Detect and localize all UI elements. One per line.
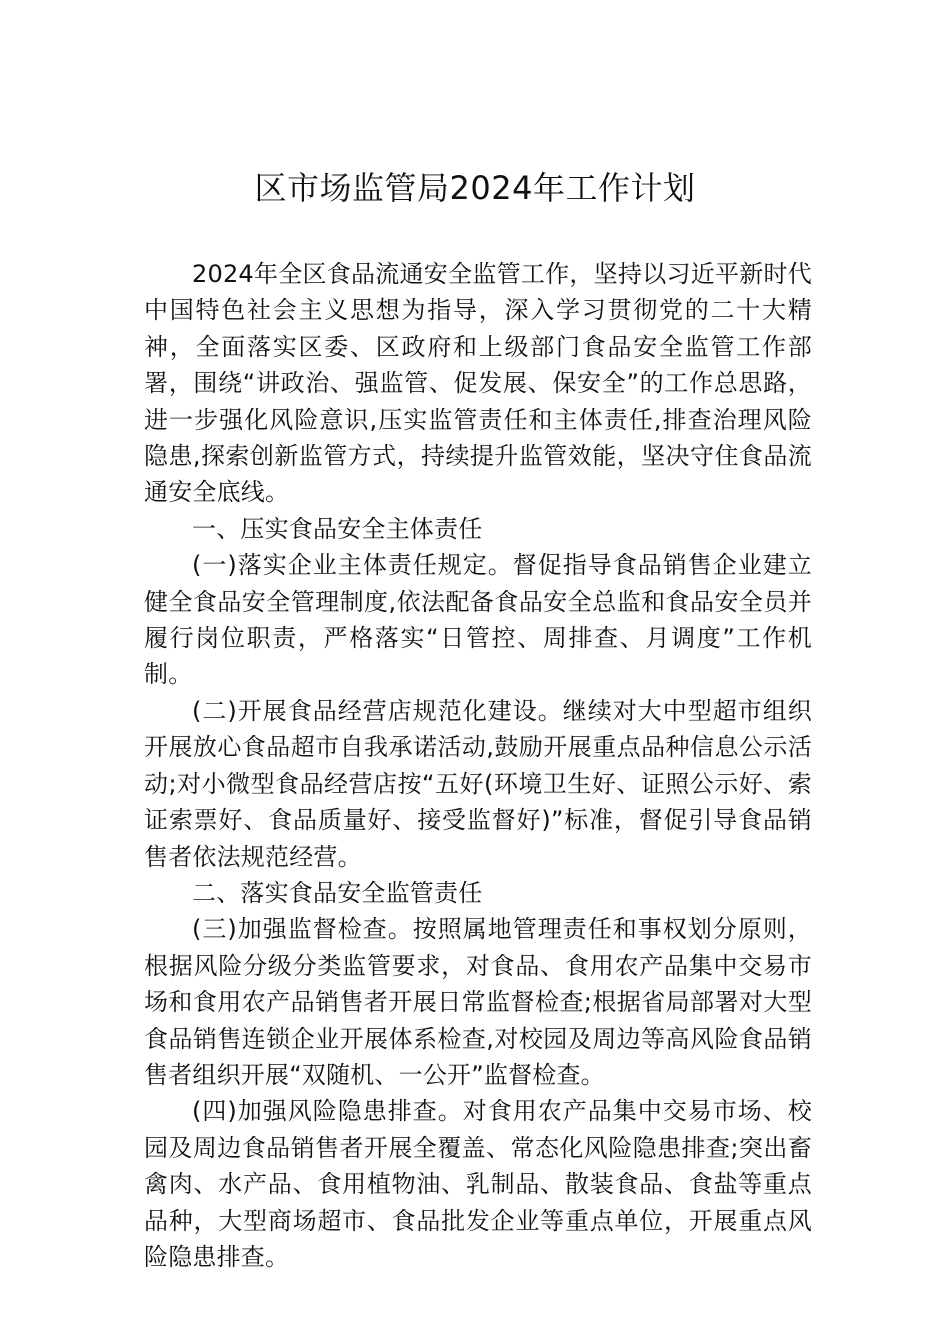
item-paragraph-3: (三)加强监督检查。按照属地管理责任和事权划分原则，根据风险分级分类监管要求，对食品、食用农产品集中交易市场和食用农产品销售者开展日常监督检查;根据省局部署对大型食品销售连锁企业开展体系检查,对校园及周边等高风险食品销售者组织开展“双随机、一公开”监督检查。 (144, 915, 812, 1089)
document-body (144, 256, 812, 1275)
section-heading-2: 二、落实食品安全监管责任 (192, 878, 483, 907)
item-paragraph-2: (二)开展食品经营店规范化建设。继续对大中型超市组织开展放心食品超市自我承诺活动,鼓励开展重点品种信息公示活动;对小微型食品经营店按“五好(环境卫生好、证照公示好、索证索票好、食品质量好、接受监督好)”标准，督促引导食品销售者依法规范经营。 (144, 696, 812, 871)
document-title: 区市场监管局2024年工作计划 (254, 169, 696, 207)
intro-paragraph: 2024年全区食品流通安全监管工作，坚持以习近平新时代中国特色社会主义思想为指导，深入学习贯彻党的二十大精神，全面落实区委、区政府和上级部门食品安全监管工作部署，围绕“讲政治、强监管、促发展、保安全”的工作总思路，进一步强化风险意识,压实监管责任和主体责任,排查治理风险隐患,探索创新监管方式，持续提升监管效能，坚决守住食品流通安全底线。 (144, 260, 812, 507)
section-heading-1: 一、压实食品安全主体责任 (192, 514, 483, 543)
item-paragraph-1: (一)落实企业主体责任规定。督促指导食品销售企业建立健全食品安全管理制度,依法配备食品安全总监和食品安全员并履行岗位职责，严格落实“日管控、周排查、月调度”工作机制。 (144, 551, 812, 689)
item-paragraph-4: (四)加强风险隐患排查。对食用农产品集中交易市场、校园及周边食品销售者开展全覆盖、常态化风险隐患排查;突出畜禽肉、水产品、食用植物油、乳制品、散装食品、食盐等重点品种，大型商场超市、食品批发企业等重点单位，开展重点风险隐患排查。 (144, 1097, 812, 1271)
